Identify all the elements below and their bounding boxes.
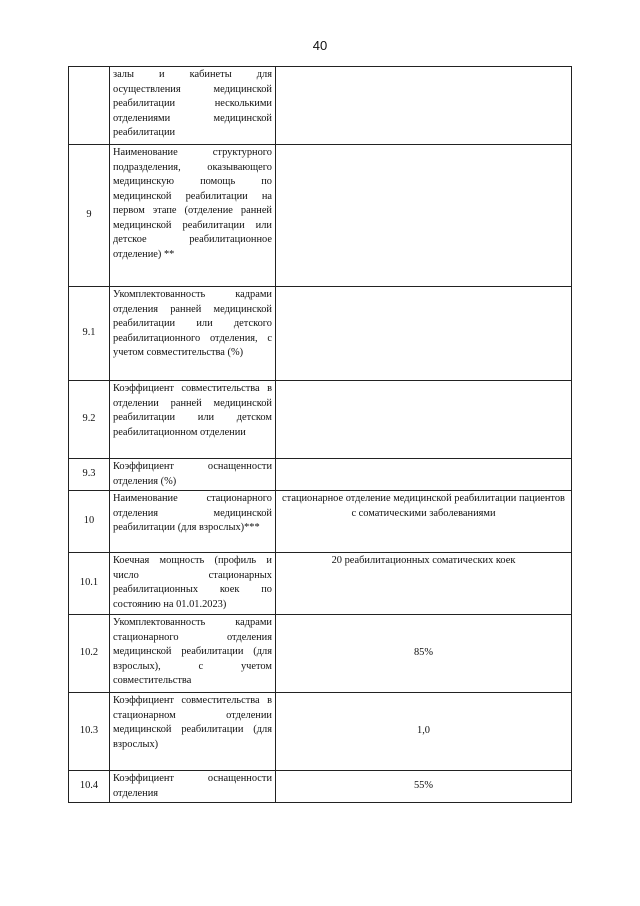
row-label: Коэффициент оснащенности отделения xyxy=(110,771,276,803)
row-number: 10.3 xyxy=(69,693,110,771)
row-number: 9.3 xyxy=(69,459,110,491)
table-row xyxy=(69,287,572,381)
row-value: 55% xyxy=(276,771,572,803)
row-value: стационарное отделение медицинской реабилитации пациентов с соматическими заболеваниями xyxy=(276,491,572,553)
row-value: 1,0 xyxy=(276,693,572,771)
row-label: Коэффициент оснащенности отделения (%) xyxy=(110,459,276,491)
page-number: 40 xyxy=(312,38,328,53)
row-value xyxy=(276,67,572,145)
row-label: Укомплектованность кадрами отделения ранней медицинской реабилитации или детского реабилитационного отделения, с учетом совместительства (%) xyxy=(110,287,276,381)
row-value xyxy=(276,145,572,287)
row-value xyxy=(276,381,572,459)
row-number: 10.2 xyxy=(69,615,110,693)
table-row xyxy=(69,693,572,771)
row-number: 9.2 xyxy=(69,381,110,459)
row-value xyxy=(276,459,572,491)
row-number: 10 xyxy=(69,491,110,553)
row-label: Укомплектованность кадрами стационарного отделения медицинской реабилитации (для взрослых), с учетом совместительства xyxy=(110,615,276,693)
row-label: Наименование структурного подразделения, оказывающего медицинскую помощь по медицинской реабилитации на первом этапе (отделение ранней медицинской реабилитации или детское реабилитационное отделение) ** xyxy=(110,145,276,287)
row-value: 85% xyxy=(276,615,572,693)
row-value xyxy=(276,287,572,381)
table-row xyxy=(69,67,572,145)
row-label: Коэффициент совместительства в отделении ранней медицинской реабилитации или детском реабилитационном отделении xyxy=(110,381,276,459)
table-row xyxy=(69,771,572,803)
table-row xyxy=(69,491,572,553)
row-label: Коечная мощность (профиль и число стационарных реабилитационных коек по состоянию на 01.01.2023) xyxy=(110,553,276,615)
row-number xyxy=(69,67,110,145)
row-number: 9 xyxy=(69,145,110,287)
table-row xyxy=(69,615,572,693)
row-label: залы и кабинеты для осуществления медицинской реабилитации несколькими отделениями медицинской реабилитации xyxy=(110,67,276,145)
row-number: 10.4 xyxy=(69,771,110,803)
row-value: 20 реабилитационных соматических коек xyxy=(276,553,572,615)
table-row xyxy=(69,381,572,459)
row-number: 9.1 xyxy=(69,287,110,381)
table-row xyxy=(69,145,572,287)
data-table xyxy=(68,66,572,803)
row-label: Коэффициент совместительства в стационарном отделении медицинской реабилитации (для взрослых) xyxy=(110,693,276,771)
row-label: Наименование стационарного отделения медицинской реабилитации (для взрослых)*** xyxy=(110,491,276,553)
table-row xyxy=(69,459,572,491)
table-row xyxy=(69,553,572,615)
row-number: 10.1 xyxy=(69,553,110,615)
